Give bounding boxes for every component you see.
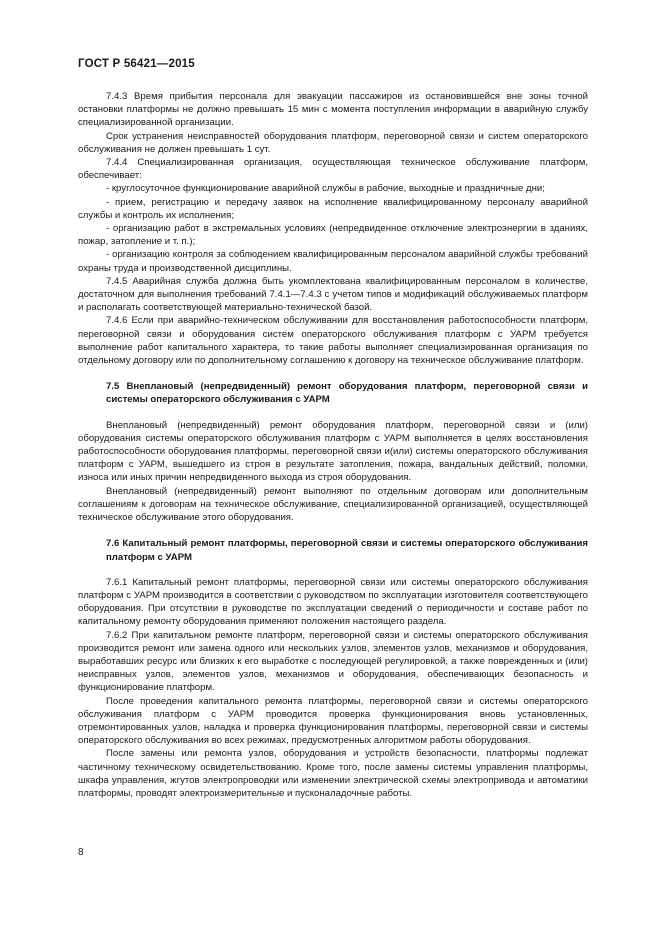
section-7-6 <box>78 576 588 800</box>
document-body <box>78 90 588 800</box>
list-item: - прием, регистрацию и передачу заявок на исполнение квалифицированному персоналу аварийной службы и контроль их исполнения; <box>78 196 588 221</box>
list-item: - организацию работ в экстремальных условиях (непредвиденное отключение электроэнергии в зданиях, пожар, затопление и т. п.); <box>78 223 588 248</box>
paragraph: После замены или ремонта узлов, оборудования и устройств безопасности, платформы подлежат частичному техническому освидетельствованию. Кроме того, после замены системы управления платформы, шкафа управления, жгутов электропроводки или изменении электрической схемы электропривода и автоматики платформы, проводят электроизмерительные и пусконаладочные работы. <box>78 748 588 799</box>
paragraph: 7.4.4 Специализированная организация, осуществляющая техническое обслуживание платформ, обеспечивает: <box>78 157 588 182</box>
paragraph: 7.6.2 При капитальном ремонте платформ, переговорной связи и системы операторского обслуживания производится ремонт или замена одного или нескольких узлов, элементов узлов, механизмов и оборудования, выработавших ресурс или близких к его выработке с последующей регулировкой, а также поврежденных и (или) неисправных узлов, элементов узлов, механизмов и оборудования, обеспечивающих безопасность и функционирование платформ. <box>78 629 588 694</box>
section-heading-7-6: 7.6 Капитальный ремонт платформы, переговорной связи и системы операторского обслуживания платформ с УАРМ <box>106 538 588 563</box>
list-item: - круглосуточное функционирование аварийной службы в рабочие, выходные и праздничные дни; <box>106 183 545 195</box>
paragraph: Внеплановый (непредвиденный) ремонт оборудования платформ, переговорной связи и (или) оборудования системы операторского обслуживания платформ с УАРМ выполняется в целях восстановления работоспособности оборудования платформы, переговорной связи и(или) системы операторского обслуживания платформ с УАРМ, вышедшего из строя в результате затопления, пожара, вандальных действий, поломки, износа или иных причин непредвиденного выхода из строя оборудования. <box>78 419 588 484</box>
paragraph: 7.4.6 Если при аварийно-техническом обслуживании для восстановления работоспособности платформ, переговорной связи и оборудования систем операторского обслуживания платформ с УАРМ требуется выполнение работ капитального характера, то такие работы выполняет специализированная организация по отдельному договору или по дополнительному соглашению к договору на техническое обслуживание платформ. <box>78 315 588 367</box>
section-7-5 <box>78 419 588 525</box>
paragraph: Срок устранения неисправностей оборудования платформ, переговорной связи и систем операторского обслуживания не должен превышать 1 сут. <box>78 130 588 155</box>
document-header: ГОСТ Р 56421—2015 <box>78 58 195 70</box>
paragraph: 7.4.3 Время прибытия персонала для эвакуации пассажиров из остановившейся вне зоны точной остановки платформы не должно превышать 15 мин с момента поступления информации в аварийную службу специализированной организации. <box>78 91 588 129</box>
paragraph: 7.6.1 Капитальный ремонт платформы, переговорной связи или системы операторского обслуживания платформ с УАРМ производится в соответствии с руководством по эксплуатации изготовителя соответствующего оборудования. При отсутствии в руководстве по эксплуатации сведений о периодичности и составе работ по капитальному ремонту оборудования применяют положения настоящего раздела. <box>78 576 588 628</box>
paragraph: После проведения капитального ремонта платформы, переговорной связи и системы операторского обслуживания платформ с УАРМ проводится проверка функционирования вновь установленных, отремонтированных узлов, наладка и проверка функционирования платформы, переговорной связи и системы операторского обслуживания во всех режимах, предусмотренных алгоритмом работы оборудования. <box>78 695 588 747</box>
list-item: - организацию контроля за соблюдением квалифицированным персоналом аварийной службы требований охраны труда и производственной дисциплины. <box>78 249 588 274</box>
page-number: 8 <box>78 847 84 858</box>
section-7-4-continuation <box>78 90 588 367</box>
paragraph: Внеплановый (непредвиденный) ремонт выполняют по отдельным договорам или дополнительным соглашениям к договорам на техническое обслуживание, специализированной организацией, осуществляющей техническое обслуживание этого оборудования. <box>78 485 588 524</box>
section-heading-7-5: 7.5 Внеплановый (непредвиденный) ремонт оборудования платформ, переговорной связи и системы операторского обслуживания с УАРМ <box>106 381 588 406</box>
paragraph: 7.4.5 Аварийная служба должна быть укомплектована квалифицированным персоналом в количестве, достаточном для выполнения требований 7.4.1—7.4.3 с учетом типов и модификаций обслуживаемых платформ и располагать соответствующей материально-технической базой. <box>78 275 588 314</box>
